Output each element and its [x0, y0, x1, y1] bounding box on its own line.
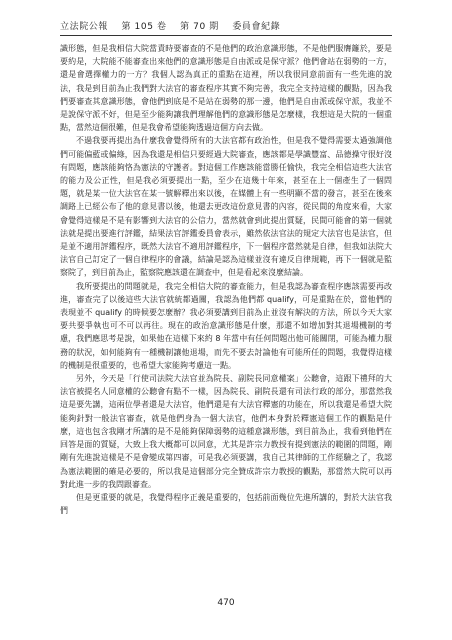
page-header — [60, 19, 290, 32]
paragraph: 識形態，但是我相信大院當責時要審查的不是他們的政治意識形態，不是他們服膺籬於，要是要約是，大院能不能審查出來他們的意識形態是自由派或是保守派？他們會站在弱勢的一方，還是會選擇權力的一方？我個人認為真正的重點在這裡，所以我很同意前面有一些先進的說法，我是到目前為止我們對大法官的審查程序其實不夠完善，我完全支持這樣的觀點，因為我們要審查其意識形態，會他們到底是不是站在弱勢的那一邊，他們是自由派或保守派，我並不是說保守派不好，但是至少能夠讓我們理解他們的意識形態是怎麼樣，我想這是大院的一個重點，當然這個很難，但是我會希望能夠透過這個方向去做。 — [60, 44, 392, 133]
page-number: 470 — [217, 598, 235, 608]
paragraph: 不過我要再提出為什麼我會覺得所有的大法官都有政治性，但是我不覺得需要太過強調他們可能偏藍或偏綠，因為我還是相信只要經過大院審查，應該都是學識豐富、品德操守很好沒有問題，應該能夠恪為憲法的守護者。對這個工作應該能當勝任愉快，我完全相信這些大法官的能力及公正性，但是我必須要提出一點，至少在這幾十年來，甚至在上一個產生了一個問題，就是某一位大法官在某一號解釋出來以後，在媒體上有一些明顯不當的發言，甚至在後來調路上已經公布了他的意見書以後，他還去更改這份意見書的內容，從民間的角度來看，大家會覺得這樣是不是有影響到大法官的公信力，當然就會到此提出質疑，民間可能會的第一個就法就是提出要進行評鑑，結果法官評鑑委員會表示，雖然依法官法的規定大法官也是法官，但是並不適用評鑑程序，既然大法官不適用評鑑程序，下一個程序當然就是自律，但我如法院大法官自己訂定了一個自律程序的會議，結論是認為這樣並沒有違反自律規範，再下一個就是監察院了，到目前為止，監察院應該還在調查中，但是看起來沒麼結論。 — [60, 136, 392, 278]
paragraph: 但是更重要的就是，我覺得程序正義是重要的，包括前面幾位先進所講的，對於大法官我們 — [60, 492, 392, 516]
section-name: 委員會紀錄 — [232, 22, 281, 32]
issue-number: 第 70 期 — [180, 22, 219, 32]
body-text — [60, 42, 392, 517]
header-divider — [60, 35, 392, 36]
publication-name: 立法院公報 — [60, 22, 109, 32]
volume-number: 第 105 卷 — [121, 22, 167, 32]
paragraph: 另外，今天是「行使司法院大法官並為院長、副院長同意權案」公聽會，這跟下禮拜的大法官被提名人同意權的公聽會有點不一樣，因為院長、副院長還有司法行政的部分，那當然我這是要先講，這兩位學者還是大法官，他們還是有大法官釋憲的功能在，所以我還是希望大院能夠針對一般法官審查，就是他們身為一個大法官，他們本身對於釋憲這個工作的觀點是什麼，這也包含我剛才所講的是不是能夠保障弱勢的這種意識形態，到目前為止，我看到他們在回答是面的質疑，大致上我大概都可以同意，尤其是許宗力教授有提到憲法的範圍的問題，剛剛有先進說這樣是不是會變成第四審，可是我必須要講，我自己其律師的工作經驗之了，我認為憲法範圍的確是必要的，所以我是這個部分完全贊成許宗力教授的觀點，那當然大院可以再對此進一步的我問跟審查。 — [60, 374, 392, 489]
paragraph: 我所要提出的問題就是，我完全相信大院的審查能力，但是我認為審查程序應該需要再改進，審查完了以後這些大法官就統都過關，我認為他們都 qualify，可是重點在於，當他們的表現並不 qualify 的時候要怎麼辦？我必須要講到目前為止並沒有解決的方法，所以今天大家要共要爭執也可不可以再往。現在的政治意識形態是什麼，那還不如增加對其退場機制的考慮，我們應思考是說，如果他在這樣下來約 8 年當中有任何問題出他可能關閉，可能為權力服務的狀況，如何能夠有一種機制讓他退場，而先不要去討論他有可能所任的問題，我覺得這樣的機制是很重要的，也希望大家能夠考慮這一點。 — [60, 281, 392, 370]
